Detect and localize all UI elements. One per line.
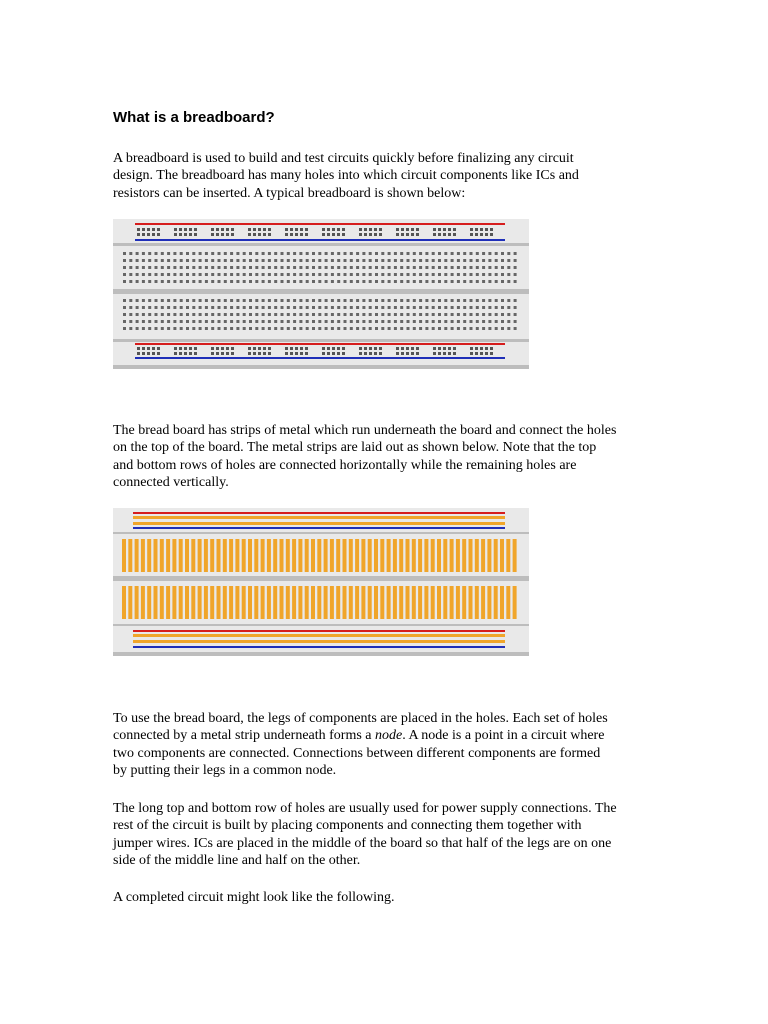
top-channel	[113, 243, 529, 246]
metal-strip-diagram	[113, 508, 529, 656]
top-strip-1	[133, 516, 505, 519]
intro-paragraph: A breadboard is used to build and test circuits quickly before finalizing any circuit design. The breadboard has many holes into which circuit components like ICs and resistors can be inserted. A typical breadboard is shown below:	[113, 151, 579, 201]
metal-strip-layout-figure	[113, 508, 529, 656]
power-supply-paragraph: The long top and bottom row of holes are usually used for power supply connections. The rest of the circuit is built by placing components and connecting them together with jumper wires. ICs are placed in the middle of the board so that half of the legs are on one side of the middle line and half on the other.	[113, 801, 617, 869]
top-strip-2	[133, 522, 505, 525]
top-blue-rail	[133, 527, 505, 529]
node-paragraph	[113, 710, 658, 780]
board-background	[113, 508, 529, 656]
top-red-rail	[133, 512, 505, 514]
bottom-edge	[113, 365, 529, 369]
breadboard-photo	[113, 219, 529, 369]
node-paragraph-rest: . A node is a point in a circuit where two components are connected. Connections between different components are formed by putting their legs in a common node.	[113, 728, 605, 779]
metal-strips-paragraph: The bread board has strips of metal which run underneath the board and connect the holes on the top of the board. The metal strips are laid out as shown below. Note that the top and bottom rows of holes are connected horizontally while the remaining holes are connected vertically.	[113, 423, 617, 491]
top-blue-rail	[135, 239, 505, 241]
top-red-rail	[135, 223, 505, 225]
top-channel	[113, 532, 529, 534]
middle-channel	[113, 289, 529, 294]
bottom-red-rail	[135, 343, 505, 345]
bottom-strip-1	[133, 634, 505, 637]
bottom-red-rail	[133, 630, 505, 632]
middle-channel	[113, 576, 529, 581]
node-paragraph-text: To use the bread board, the legs of components are placed in the holes. Each set of holes connected by a metal strip underneath forms a	[113, 711, 608, 744]
bottom-blue-rail	[133, 646, 505, 648]
bottom-edge	[113, 652, 529, 656]
bottom-blue-rail	[135, 357, 505, 359]
node-term: node	[375, 728, 403, 744]
bottom-strip-2	[133, 640, 505, 643]
completed-circuit-paragraph: A completed circuit might look like the following.	[113, 890, 395, 905]
page-heading: What is a breadboard?	[113, 109, 275, 126]
bottom-channel	[113, 624, 529, 626]
breadboard-photo-figure	[113, 219, 529, 369]
bottom-channel	[113, 339, 529, 342]
